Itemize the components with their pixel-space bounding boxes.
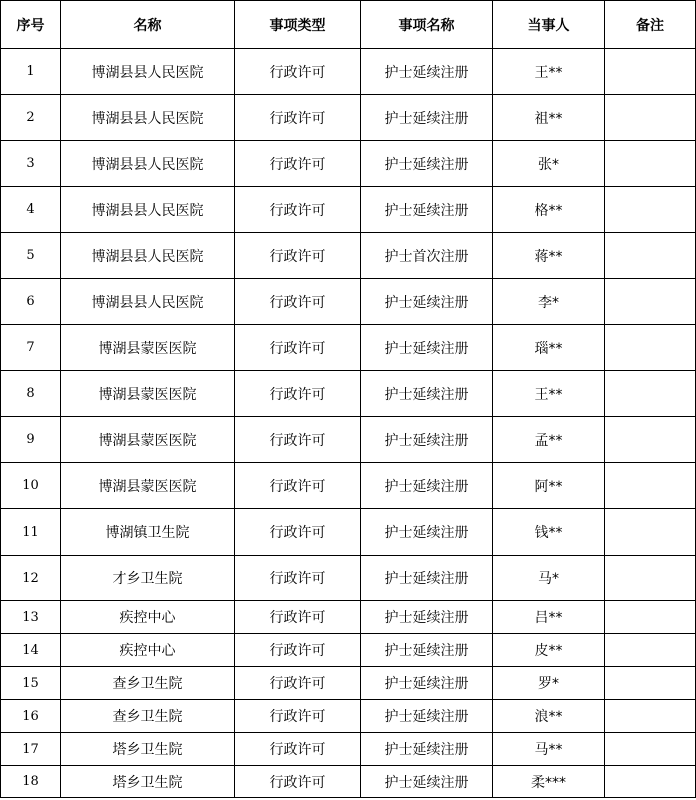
cell-remarks [605, 325, 696, 371]
cell-name: 博湖县蒙医医院 [61, 463, 235, 509]
cell-name: 疾控中心 [61, 634, 235, 667]
cell-seq: 16 [1, 700, 61, 733]
cell-item-name: 护士延续注册 [361, 634, 493, 667]
cell-remarks [605, 700, 696, 733]
cell-item-name: 护士延续注册 [361, 601, 493, 634]
cell-item-name: 护士延续注册 [361, 766, 493, 798]
cell-item-name: 护士延续注册 [361, 556, 493, 601]
cell-item-type: 行政许可 [235, 601, 361, 634]
table-row [1, 766, 696, 798]
cell-seq: 3 [1, 141, 61, 187]
cell-seq: 14 [1, 634, 61, 667]
cell-item-name: 护士首次注册 [361, 233, 493, 279]
cell-party: 李* [493, 279, 605, 325]
cell-party: 阿** [493, 463, 605, 509]
cell-name: 塔乡卫生院 [61, 766, 235, 798]
cell-name: 塔乡卫生院 [61, 733, 235, 766]
cell-remarks [605, 463, 696, 509]
cell-item-type: 行政许可 [235, 325, 361, 371]
cell-item-type: 行政许可 [235, 700, 361, 733]
cell-item-name: 护士延续注册 [361, 187, 493, 233]
cell-name: 博湖镇卫生院 [61, 509, 235, 556]
cell-item-type: 行政许可 [235, 233, 361, 279]
cell-item-type: 行政许可 [235, 417, 361, 463]
table-row [1, 463, 696, 509]
cell-item-name: 护士延续注册 [361, 733, 493, 766]
table-row [1, 187, 696, 233]
header-row [1, 1, 696, 49]
table-row [1, 371, 696, 417]
cell-item-type: 行政许可 [235, 667, 361, 700]
cell-item-name: 护士延续注册 [361, 141, 493, 187]
cell-item-type: 行政许可 [235, 766, 361, 798]
cell-name: 博湖县蒙医医院 [61, 417, 235, 463]
cell-seq: 18 [1, 766, 61, 798]
cell-seq: 13 [1, 601, 61, 634]
cell-party: 罗* [493, 667, 605, 700]
cell-seq: 12 [1, 556, 61, 601]
cell-item-type: 行政许可 [235, 371, 361, 417]
cell-party: 王** [493, 49, 605, 95]
cell-party: 浪** [493, 700, 605, 733]
cell-name: 博湖县蒙医医院 [61, 371, 235, 417]
cell-seq: 15 [1, 667, 61, 700]
cell-name: 博湖县县人民医院 [61, 187, 235, 233]
cell-party: 马** [493, 733, 605, 766]
cell-seq: 9 [1, 417, 61, 463]
cell-remarks [605, 556, 696, 601]
table-row [1, 700, 696, 733]
cell-seq: 7 [1, 325, 61, 371]
cell-name: 查乡卫生院 [61, 667, 235, 700]
cell-item-name: 护士延续注册 [361, 700, 493, 733]
cell-item-type: 行政许可 [235, 463, 361, 509]
cell-party: 王** [493, 371, 605, 417]
cell-item-name: 护士延续注册 [361, 509, 493, 556]
cell-item-type: 行政许可 [235, 733, 361, 766]
cell-remarks [605, 766, 696, 798]
table-row [1, 509, 696, 556]
cell-party: 马* [493, 556, 605, 601]
cell-party: 格** [493, 187, 605, 233]
cell-seq: 5 [1, 233, 61, 279]
cell-remarks [605, 601, 696, 634]
cell-name: 博湖县县人民医院 [61, 49, 235, 95]
table-row [1, 601, 696, 634]
table-row [1, 556, 696, 601]
header-name: 名称 [61, 1, 235, 49]
cell-item-name: 护士延续注册 [361, 667, 493, 700]
cell-party: 皮** [493, 634, 605, 667]
cell-item-name: 护士延续注册 [361, 371, 493, 417]
cell-party: 蒋** [493, 233, 605, 279]
cell-remarks [605, 634, 696, 667]
header-party: 当事人 [493, 1, 605, 49]
cell-name: 查乡卫生院 [61, 700, 235, 733]
cell-name: 博湖县县人民医院 [61, 279, 235, 325]
cell-remarks [605, 233, 696, 279]
cell-party: 瑙** [493, 325, 605, 371]
cell-remarks [605, 187, 696, 233]
table-row [1, 733, 696, 766]
cell-item-name: 护士延续注册 [361, 325, 493, 371]
cell-remarks [605, 95, 696, 141]
table-row [1, 279, 696, 325]
cell-item-name: 护士延续注册 [361, 417, 493, 463]
cell-item-type: 行政许可 [235, 141, 361, 187]
cell-item-type: 行政许可 [235, 509, 361, 556]
cell-name: 博湖县县人民医院 [61, 233, 235, 279]
cell-party: 孟** [493, 417, 605, 463]
cell-item-type: 行政许可 [235, 279, 361, 325]
cell-item-name: 护士延续注册 [361, 95, 493, 141]
cell-item-type: 行政许可 [235, 95, 361, 141]
cell-item-type: 行政许可 [235, 556, 361, 601]
cell-seq: 1 [1, 49, 61, 95]
cell-party: 张* [493, 141, 605, 187]
cell-party: 吕** [493, 601, 605, 634]
cell-item-name: 护士延续注册 [361, 279, 493, 325]
table-row [1, 95, 696, 141]
cell-name: 博湖县县人民医院 [61, 141, 235, 187]
cell-item-name: 护士延续注册 [361, 49, 493, 95]
cell-seq: 8 [1, 371, 61, 417]
cell-item-type: 行政许可 [235, 187, 361, 233]
cell-name: 博湖县县人民医院 [61, 95, 235, 141]
cell-party: 柔*** [493, 766, 605, 798]
cell-seq: 6 [1, 279, 61, 325]
cell-remarks [605, 509, 696, 556]
header-item-name: 事项名称 [361, 1, 493, 49]
cell-remarks [605, 667, 696, 700]
cell-remarks [605, 141, 696, 187]
table-row [1, 49, 696, 95]
cell-item-type: 行政许可 [235, 49, 361, 95]
cell-party: 钱** [493, 509, 605, 556]
cell-remarks [605, 417, 696, 463]
cell-name: 才乡卫生院 [61, 556, 235, 601]
cell-party: 祖** [493, 95, 605, 141]
cell-remarks [605, 279, 696, 325]
cell-seq: 2 [1, 95, 61, 141]
cell-remarks [605, 371, 696, 417]
header-seq: 序号 [1, 1, 61, 49]
cell-seq: 11 [1, 509, 61, 556]
table-row [1, 233, 696, 279]
cell-seq: 10 [1, 463, 61, 509]
cell-item-type: 行政许可 [235, 634, 361, 667]
table-row [1, 634, 696, 667]
table-row [1, 325, 696, 371]
cell-remarks [605, 49, 696, 95]
cell-name: 博湖县蒙医医院 [61, 325, 235, 371]
cell-name: 疾控中心 [61, 601, 235, 634]
header-remarks: 备注 [605, 1, 696, 49]
cell-item-name: 护士延续注册 [361, 463, 493, 509]
table-row [1, 417, 696, 463]
header-item-type: 事项类型 [235, 1, 361, 49]
cell-remarks [605, 733, 696, 766]
table-row [1, 141, 696, 187]
table-row [1, 667, 696, 700]
cell-seq: 17 [1, 733, 61, 766]
cell-seq: 4 [1, 187, 61, 233]
